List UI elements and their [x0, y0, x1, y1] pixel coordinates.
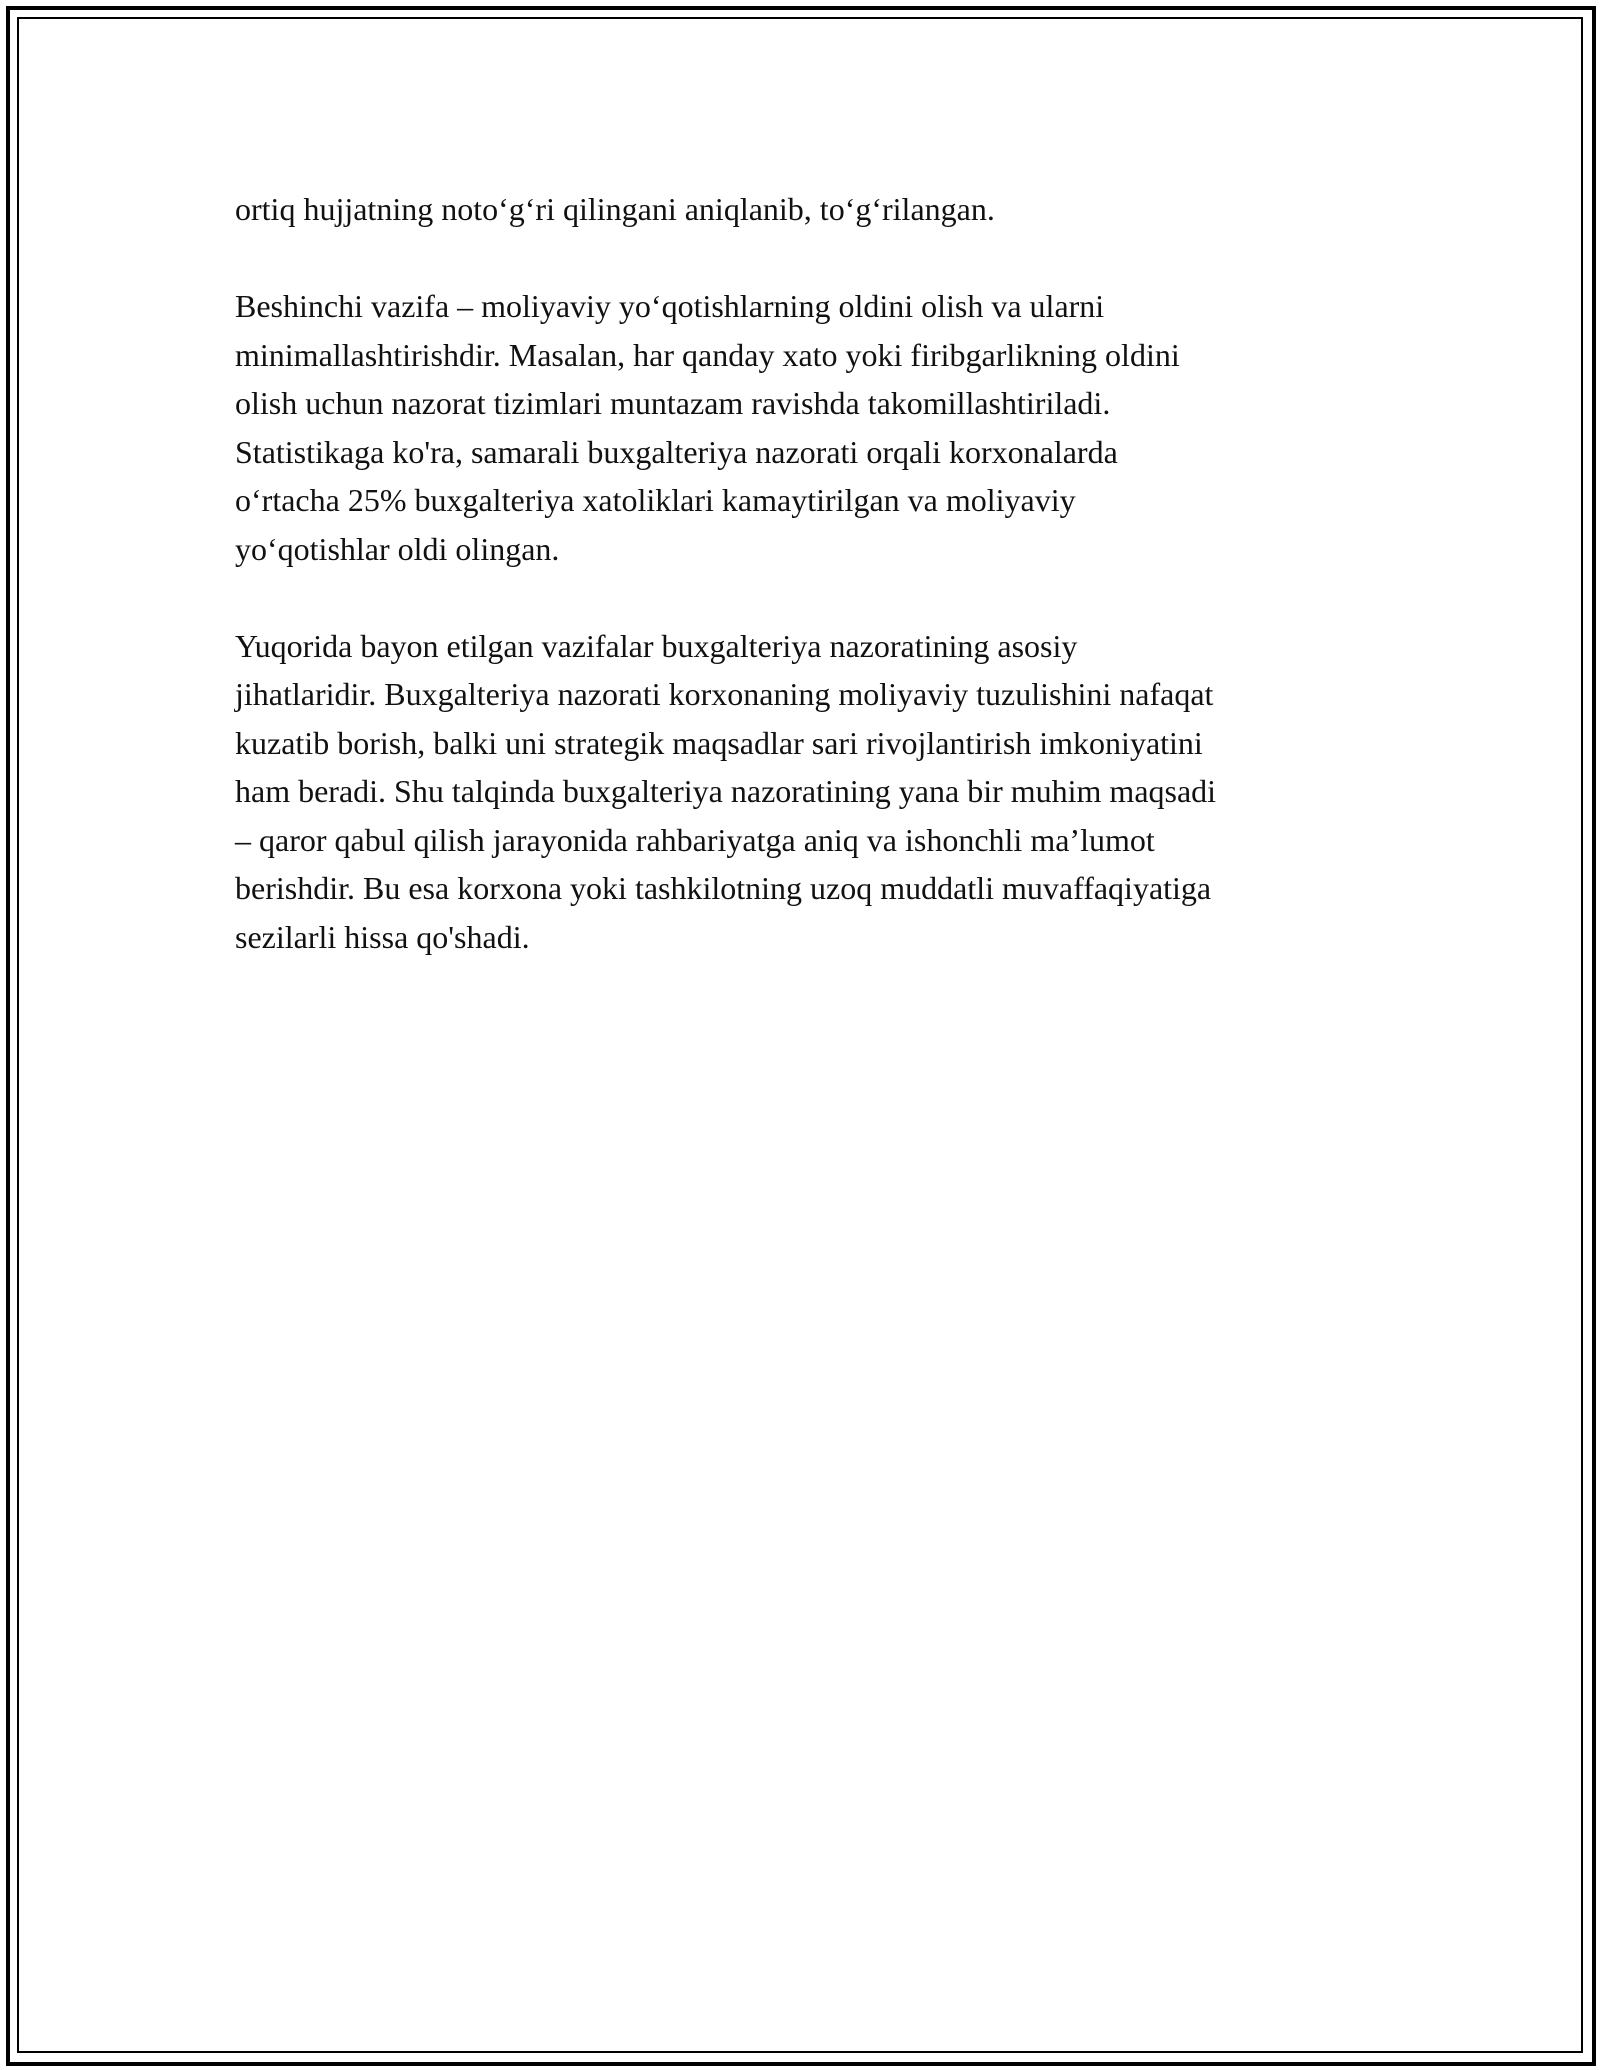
paragraph-summary — [235, 622, 1375, 962]
paragraph-fifth-task — [235, 282, 1375, 573]
text-line: Beshinchi vazifa – moliyaviy yo‘qotishlarning oldini olish va ularni — [235, 288, 1105, 324]
text-line: Yuqorida bayon etilgan vazifalar buxgalteriya nazoratining asosiy — [235, 627, 1078, 664]
document-body — [235, 185, 1375, 1010]
text-line: yo‘qotishlar oldi olingan. — [235, 530, 560, 567]
text-line: sezilarli hissa qo'shadi. — [235, 918, 530, 955]
text-line: ortiq hujjatning noto‘g‘ri qilingani aniqlanib, to‘g‘rilangan. — [235, 191, 995, 227]
text-line: o‘rtacha 25% buxgalteriya xatoliklari kamaytirilgan va moliyaviy — [235, 482, 1076, 518]
paragraph-continuation — [235, 185, 1375, 234]
text-line: Statistikaga ko'ra, samarali buxgalteriya nazorati orqali korxonalarda — [235, 433, 1118, 470]
text-line: ham beradi. Shu talqinda buxgalteriya nazoratining yana bir muhim maqsadi — [235, 773, 1217, 809]
text-line: jihatlaridir. Buxgalteriya nazorati korxonaning moliyaviy tuzulishini nafaqat — [235, 676, 1214, 712]
text-line: kuzatib borish, balki uni strategik maqsadlar sari rivojlantirish imkoniyatini — [235, 724, 1203, 761]
text-line: – qaror qabul qilish jarayonida rahbariyatga aniq va ishonchli ma’lumot — [235, 821, 1155, 858]
text-line: olish uchun nazorat tizimlari muntazam ravishda takomillashtiriladi. — [235, 385, 1111, 421]
text-line: minimallashtirishdir. Masalan, har qanday xato yoki firibgarlikning oldini — [235, 336, 1180, 373]
text-line: berishdir. Bu esa korxona yoki tashkilotning uzoq muddatli muvaffaqiyatiga — [235, 870, 1212, 906]
